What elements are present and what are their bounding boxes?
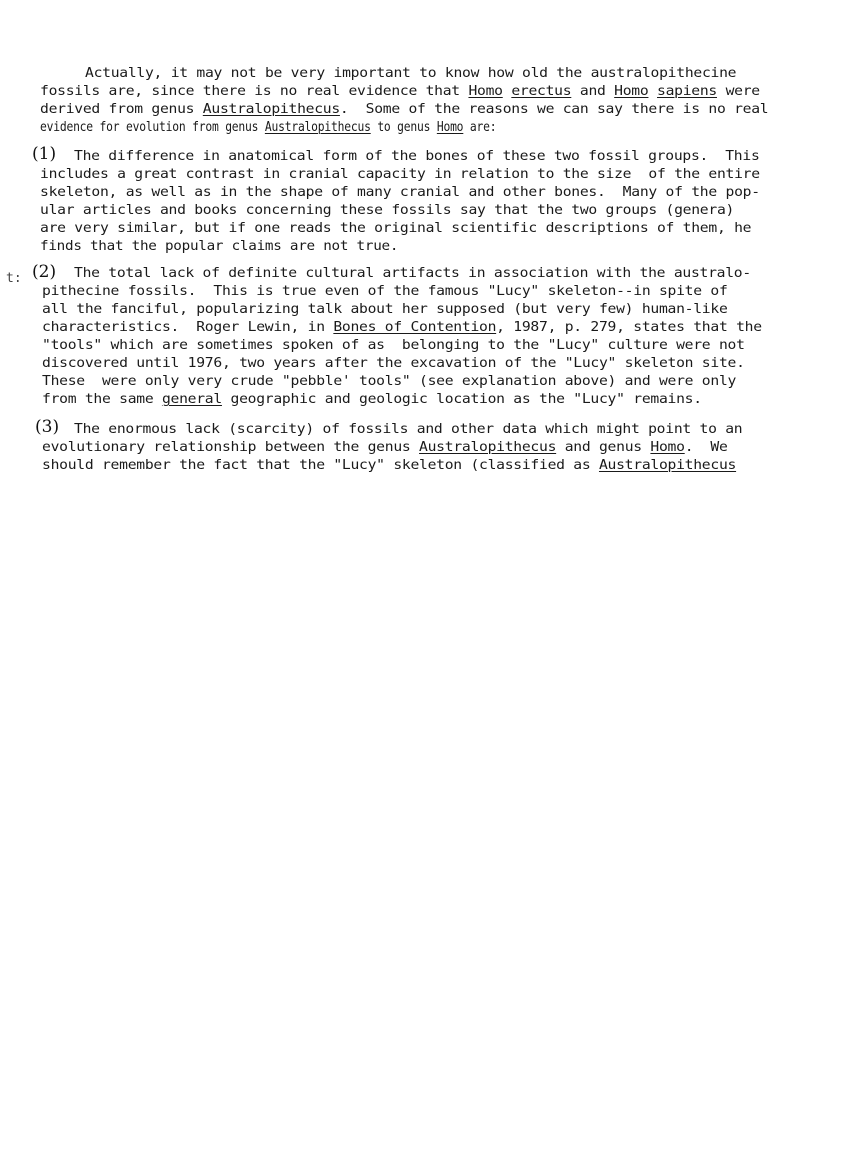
text-run: are: bbox=[463, 119, 497, 135]
text-run: Actually, it may not be very important to know how old the australopithecine bbox=[85, 65, 737, 81]
text-run: . We bbox=[684, 439, 728, 455]
text-line bbox=[40, 100, 768, 118]
underlined-term: Bones of Contention bbox=[333, 319, 497, 335]
text-run: ular articles and books concerning these fossils say that the two groups (genera) bbox=[40, 202, 735, 218]
text-run: to genus bbox=[370, 119, 437, 135]
text-line bbox=[42, 438, 728, 456]
margin-mark: t: bbox=[6, 271, 22, 286]
text-run: are very similar, but if one reads the original scientific descriptions of them, he bbox=[40, 220, 752, 236]
text-line bbox=[40, 201, 734, 219]
text-run: includes a great contrast in cranial capacity in relation to the size of the entire bbox=[40, 166, 760, 182]
text-line bbox=[40, 183, 760, 201]
text-line bbox=[40, 237, 398, 255]
text-line bbox=[42, 336, 745, 354]
text-line bbox=[42, 354, 745, 372]
text-line bbox=[42, 282, 728, 300]
underlined-term: general bbox=[161, 391, 222, 407]
text-run: , 1987, p. 279, states that the bbox=[496, 319, 762, 335]
text-line bbox=[40, 82, 760, 100]
text-line bbox=[74, 264, 751, 282]
text-run: geographic and geologic location as the "Lucy" remains. bbox=[221, 391, 702, 407]
text-line bbox=[42, 300, 728, 318]
text-run: skeleton, as well as in the shape of many cranial and other bones. Many of the pop- bbox=[40, 184, 760, 200]
text-run: finds that the popular claims are not true. bbox=[40, 238, 399, 254]
text-run: all the fanciful, popularizing talk about her supposed (but very few) human-like bbox=[42, 301, 728, 317]
text-run: and genus bbox=[556, 439, 651, 455]
text-line bbox=[74, 147, 760, 165]
underlined-term: erectus bbox=[511, 83, 572, 99]
text-run: derived from genus bbox=[40, 101, 203, 117]
text-run: and bbox=[571, 83, 615, 99]
text-line bbox=[42, 372, 736, 390]
point-number: (3) bbox=[35, 417, 60, 437]
text-run: These were only very crude "pebble' tools" (see explanation above) and were only bbox=[42, 373, 737, 389]
text-line bbox=[85, 64, 736, 82]
text-line bbox=[42, 318, 762, 336]
underlined-term: Australopithecus bbox=[202, 101, 340, 117]
text-line bbox=[40, 118, 496, 136]
text-run: "tools" which are sometimes spoken of as belonging to the "Lucy" culture were not bbox=[42, 337, 745, 353]
text-run: should remember the fact that the "Lucy" skeleton (classified as bbox=[42, 457, 599, 473]
underlined-term: Australopithecus bbox=[598, 457, 737, 473]
underlined-term: Homo bbox=[436, 119, 464, 135]
text-run: The enormous lack (scarcity) of fossils and other data which might point to an bbox=[74, 421, 743, 437]
text-run: were bbox=[717, 83, 760, 99]
underlined-term: Australopithecus bbox=[264, 119, 371, 135]
text-run: pithecine fossils. This is true even of the famous "Lucy" skeleton--in spite of bbox=[42, 283, 728, 299]
underlined-term: Australopithecus bbox=[419, 439, 557, 455]
text-line bbox=[42, 390, 702, 408]
underlined-term: Homo bbox=[468, 83, 503, 99]
text-run: discovered until 1976, two years after the excavation of the "Lucy" skeleton site. bbox=[42, 355, 745, 371]
point-number: (1) bbox=[32, 144, 57, 164]
text-line bbox=[40, 165, 760, 183]
text-line bbox=[74, 420, 742, 438]
underlined-term: sapiens bbox=[657, 83, 718, 99]
text-run: The total lack of definite cultural artifacts in association with the australo- bbox=[74, 265, 751, 281]
text-run: from the same bbox=[42, 391, 162, 407]
underlined-term: Homo bbox=[614, 83, 649, 99]
text-run: evidence for evolution from genus bbox=[40, 119, 265, 135]
text-line bbox=[40, 219, 751, 237]
underlined-term: Homo bbox=[650, 439, 685, 455]
text-run: characteristics. Roger Lewin, in bbox=[42, 319, 334, 335]
text-run: The difference in anatomical form of the bones of these two fossil groups. This bbox=[74, 148, 760, 164]
text-run: . Some of the reasons we can say there is no real bbox=[339, 101, 769, 117]
text-line bbox=[42, 456, 736, 474]
text-run: evolutionary relationship between the genus bbox=[42, 439, 420, 455]
text-run: fossils are, since there is no real evidence that bbox=[40, 83, 469, 99]
point-number: (2) bbox=[32, 262, 57, 282]
